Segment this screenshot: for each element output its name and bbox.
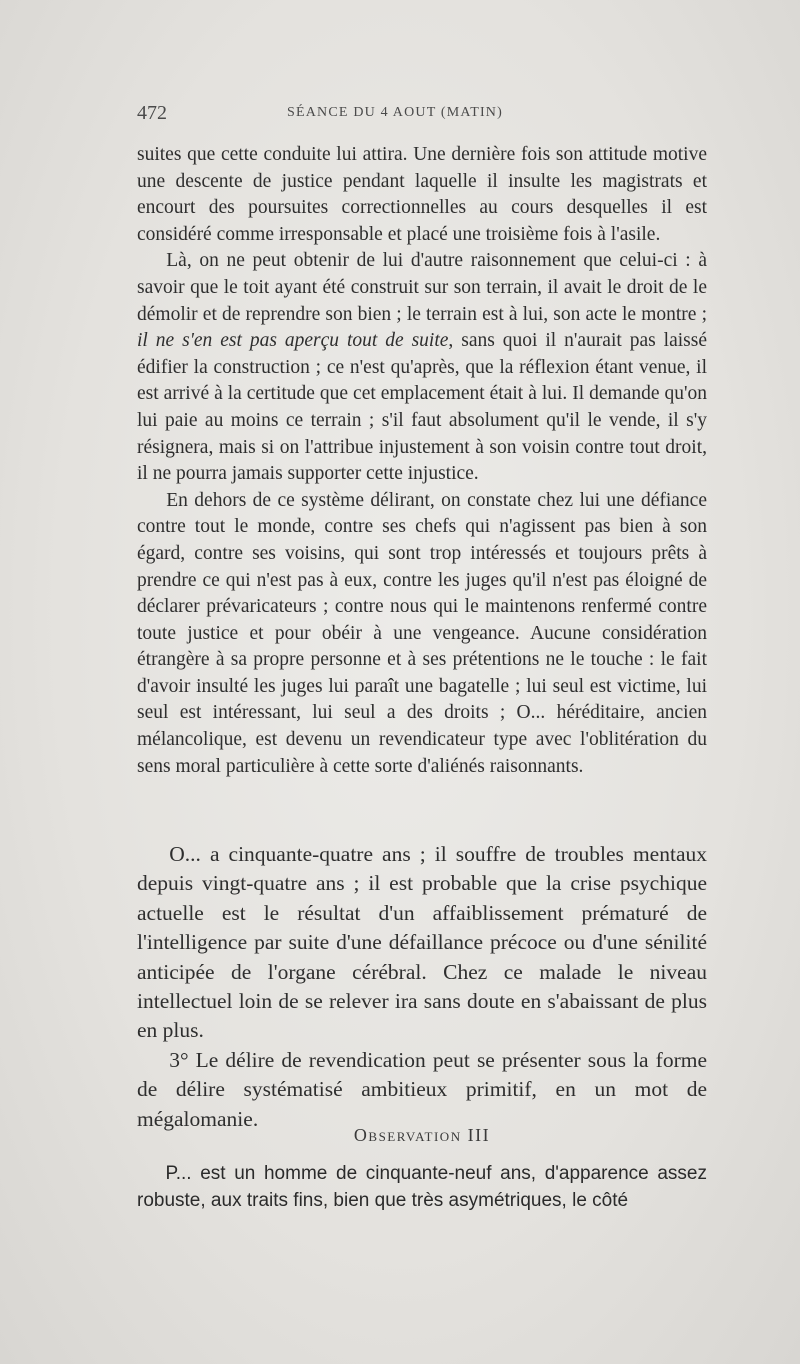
paragraph-summary: O... a cinquante-quatre ans ; il souffre de troubles mentaux depuis vingt-quatre ans ; il est probable que la crise psychique actuelle est le résultat d'un affaiblissement prématuré de l'intelligence par suite d'une défaillance précoce ou d'une sénilité anticipée de l'organe cérébral. Chez ce malade le niveau intellectuel loin de se relever ira sans doute en s'abaissant de plus en plus.	[137, 842, 707, 1043]
paragraph-defiance: En dehors de ce système délirant, on constate chez lui une défiance contre tout le monde, contre ses chefs qui n'agissent pas bien à son égard, contre ses voisins, qui sont trop intéressés et toujours prêts à prendre ce qui n'est pas à eux, contre les juges qu'il n'est pas éloigné de déclarer prévaricateurs ; contre nous qui le maintenons renfermé contre toute justice et pour obéir à une vengeance. Aucune considération étrangère à sa propre personne et à ses prétentions ne le touche : le fait d'avoir insulté les juges lui paraît une bagatelle ; lui seul est victime, lui seul est intéressant, lui seul a des droits ; O... héréditaire, ancien mélancolique, est devenu un revendicateur type avec l'oblitération du sens moral particulière à cette sorte d'aliénés raisonnants.	[137, 489, 707, 777]
body-text-large	[137, 840, 707, 1134]
reasoning-text-start: Là, on ne peut obtenir de lui d'autre raisonnement que celui-ci : à savoir que le toit ayant été construit sur son terrain, il avait le droit de le démolir et de reprendre son bien ; le terrain est à lui, son acte le montre ;	[137, 250, 707, 325]
running-head	[137, 102, 707, 132]
reasoning-italic: il ne s'en est pas aperçu tout de suite	[137, 330, 449, 352]
paragraph-reasoning	[137, 248, 707, 487]
observation-heading: Observation III	[353, 1125, 491, 1145]
reasoning-text-end: , sans quoi il n'aurait pas laissé édifier la construction ; ce n'est qu'après, que la réflexion étant venue, il est arrivé à la certitude que cet emplacement était à lui. Il demande qu'on lui paie au moins ce terrain ; s'il faut absolument qu'il le vende, il s'y résignera, mais si on l'attribue injustement à son voisin contre tout droit, il ne pourra jamais supporter cette injustice.	[137, 330, 708, 485]
page-number: 472	[137, 102, 167, 124]
paragraph-continuation: suites que cette conduite lui attira. Une dernière fois son attitude motive une descente de justice pendant laquelle il insulte les magistrats et encourt des poursuites correctionnelles au cours desquelles il est considéré comme irresponsable et placé une troisième fois à l'asile.	[137, 144, 707, 245]
paragraph-observation: P... est un homme de cinquante-neuf ans, d'apparence assez robuste, aux traits fins, bien que très asymétriques, le côté	[137, 1163, 707, 1211]
paragraph-third-form: 3° Le délire de revendication peut se présenter sous la forme de délire systématisé ambitieux primitif, en un mot de mégalomanie.	[137, 1047, 707, 1131]
observation-text	[137, 1160, 707, 1214]
body-text-small	[137, 142, 707, 780]
running-title: SÉANCE DU 4 AOUT (MATIN)	[287, 105, 503, 120]
